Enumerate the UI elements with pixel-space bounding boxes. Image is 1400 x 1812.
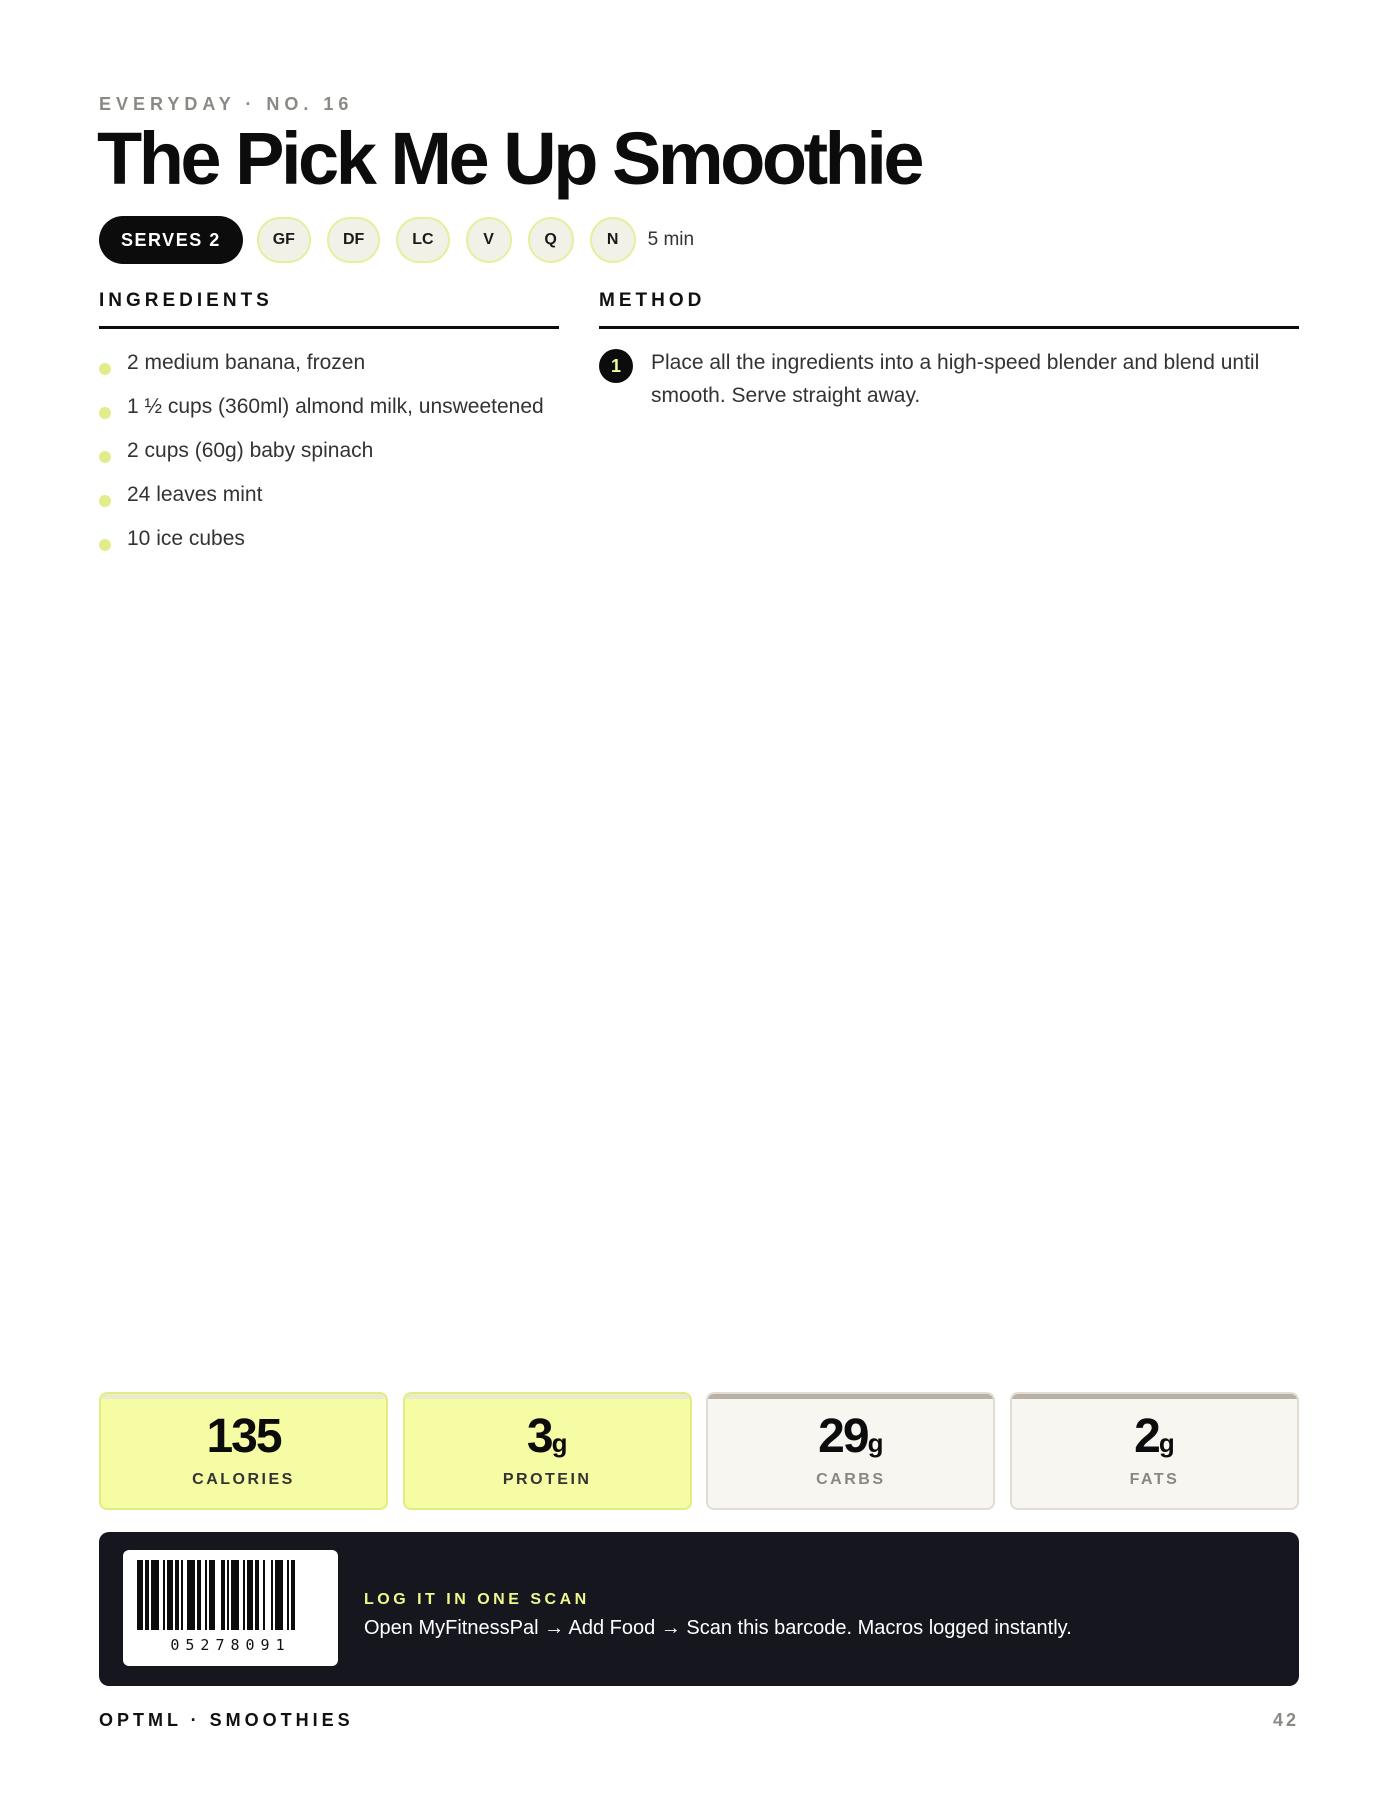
ingredients-section	[99, 290, 559, 569]
recipe-page	[99, 0, 1299, 1812]
nutrition-value: 2g	[1134, 1410, 1175, 1463]
barcode-bar	[275, 1560, 283, 1630]
nutrition-value: 29g	[818, 1410, 884, 1463]
barcode-bar	[227, 1560, 229, 1630]
barcode-bar	[167, 1560, 173, 1630]
list-item	[99, 437, 559, 465]
scan-title: LOG IT IN ONE SCAN	[364, 1591, 590, 1608]
nutrition-unit: g	[867, 1428, 884, 1458]
list-item	[99, 481, 559, 509]
diet-tag-q: Q	[528, 217, 574, 263]
barcode-bar	[291, 1560, 295, 1630]
step-number-badge: 1	[599, 349, 633, 383]
ingredients-heading: INGREDIENTS	[99, 290, 559, 329]
barcode-bars-icon	[137, 1560, 324, 1630]
bullet-dot-icon	[99, 407, 111, 419]
serves-badge: SERVES 2	[99, 216, 243, 264]
nutrition-row	[99, 1392, 1299, 1510]
nutrition-value: 3g	[526, 1410, 568, 1463]
barcode-bar	[181, 1560, 183, 1630]
method-heading: METHOD	[599, 290, 1299, 329]
barcode-bar	[163, 1560, 165, 1630]
barcode-bar	[231, 1560, 239, 1630]
nutrition-label: PROTEIN	[502, 1471, 592, 1488]
barcode-bar	[145, 1560, 149, 1630]
barcode[interactable]	[123, 1550, 338, 1666]
diet-tag-gf: GF	[257, 217, 311, 263]
nutrition-value: 135	[206, 1410, 281, 1463]
barcode-bar	[271, 1560, 273, 1630]
barcode-bar	[205, 1560, 207, 1630]
method-section	[599, 290, 1299, 412]
barcode-number: 05278091	[170, 1636, 291, 1654]
step-text: Place all the ingredients into a high-speed blender and blend until smooth. Serve straight away.	[651, 351, 1260, 407]
recipe-title: The Pick Me Up Smoothie	[97, 117, 922, 200]
list-item	[99, 393, 559, 421]
scan-banner	[99, 1532, 1299, 1686]
barcode-bar	[137, 1560, 143, 1630]
scan-instructions: Open MyFitnessPal → Add Food → Scan this barcode. Macros logged instantly.	[364, 1617, 1072, 1639]
nutrition-label: FATS	[1129, 1471, 1180, 1488]
barcode-bar	[175, 1560, 179, 1630]
diet-tag-n: N	[590, 217, 636, 263]
barcode-bar	[197, 1560, 201, 1630]
nutrition-label: CARBS	[816, 1471, 886, 1488]
bullet-dot-icon	[99, 539, 111, 551]
barcode-bar	[209, 1560, 215, 1630]
prep-time: 5 min	[647, 229, 695, 250]
ingredient-text: 10 ice cubes	[127, 527, 245, 550]
method-step	[599, 349, 1299, 412]
barcode-bar	[187, 1560, 195, 1630]
bullet-dot-icon	[99, 451, 111, 463]
nutrition-unit: g	[551, 1428, 568, 1458]
barcode-bar	[255, 1560, 259, 1630]
barcode-bar	[247, 1560, 253, 1630]
bullet-dot-icon	[99, 363, 111, 375]
barcode-bar	[151, 1560, 159, 1630]
ingredient-text: 2 medium banana, frozen	[127, 351, 366, 374]
barcode-bar	[287, 1560, 289, 1630]
diet-tag-v: V	[466, 217, 512, 263]
tag-row	[99, 216, 694, 264]
footer-brand: OPTML · SMOOTHIES	[99, 1710, 354, 1730]
nutrition-card-fats	[1010, 1392, 1299, 1510]
bullet-dot-icon	[99, 495, 111, 507]
barcode-bar	[243, 1560, 245, 1630]
nutrition-card-carbs	[706, 1392, 995, 1510]
list-item	[99, 349, 559, 377]
barcode-bar	[263, 1560, 265, 1630]
nutrition-card-calories	[99, 1392, 388, 1510]
page-number: 42	[1272, 1710, 1299, 1730]
ingredient-text: 24 leaves mint	[127, 483, 263, 506]
diet-tag-lc: LC	[396, 217, 449, 263]
list-item	[99, 525, 559, 553]
diet-tag-df: DF	[327, 217, 380, 263]
nutrition-label: CALORIES	[192, 1471, 295, 1488]
nutrition-unit: g	[1158, 1428, 1175, 1458]
barcode-bar	[221, 1560, 225, 1630]
nutrition-card-protein	[403, 1392, 692, 1510]
ingredient-text: 2 cups (60g) baby spinach	[127, 439, 374, 462]
series-kicker: EVERYDAY · NO. 16	[99, 94, 354, 114]
ingredients-list	[99, 349, 559, 553]
ingredient-text: 1 ½ cups (360ml) almond milk, unsweetened	[127, 395, 544, 418]
